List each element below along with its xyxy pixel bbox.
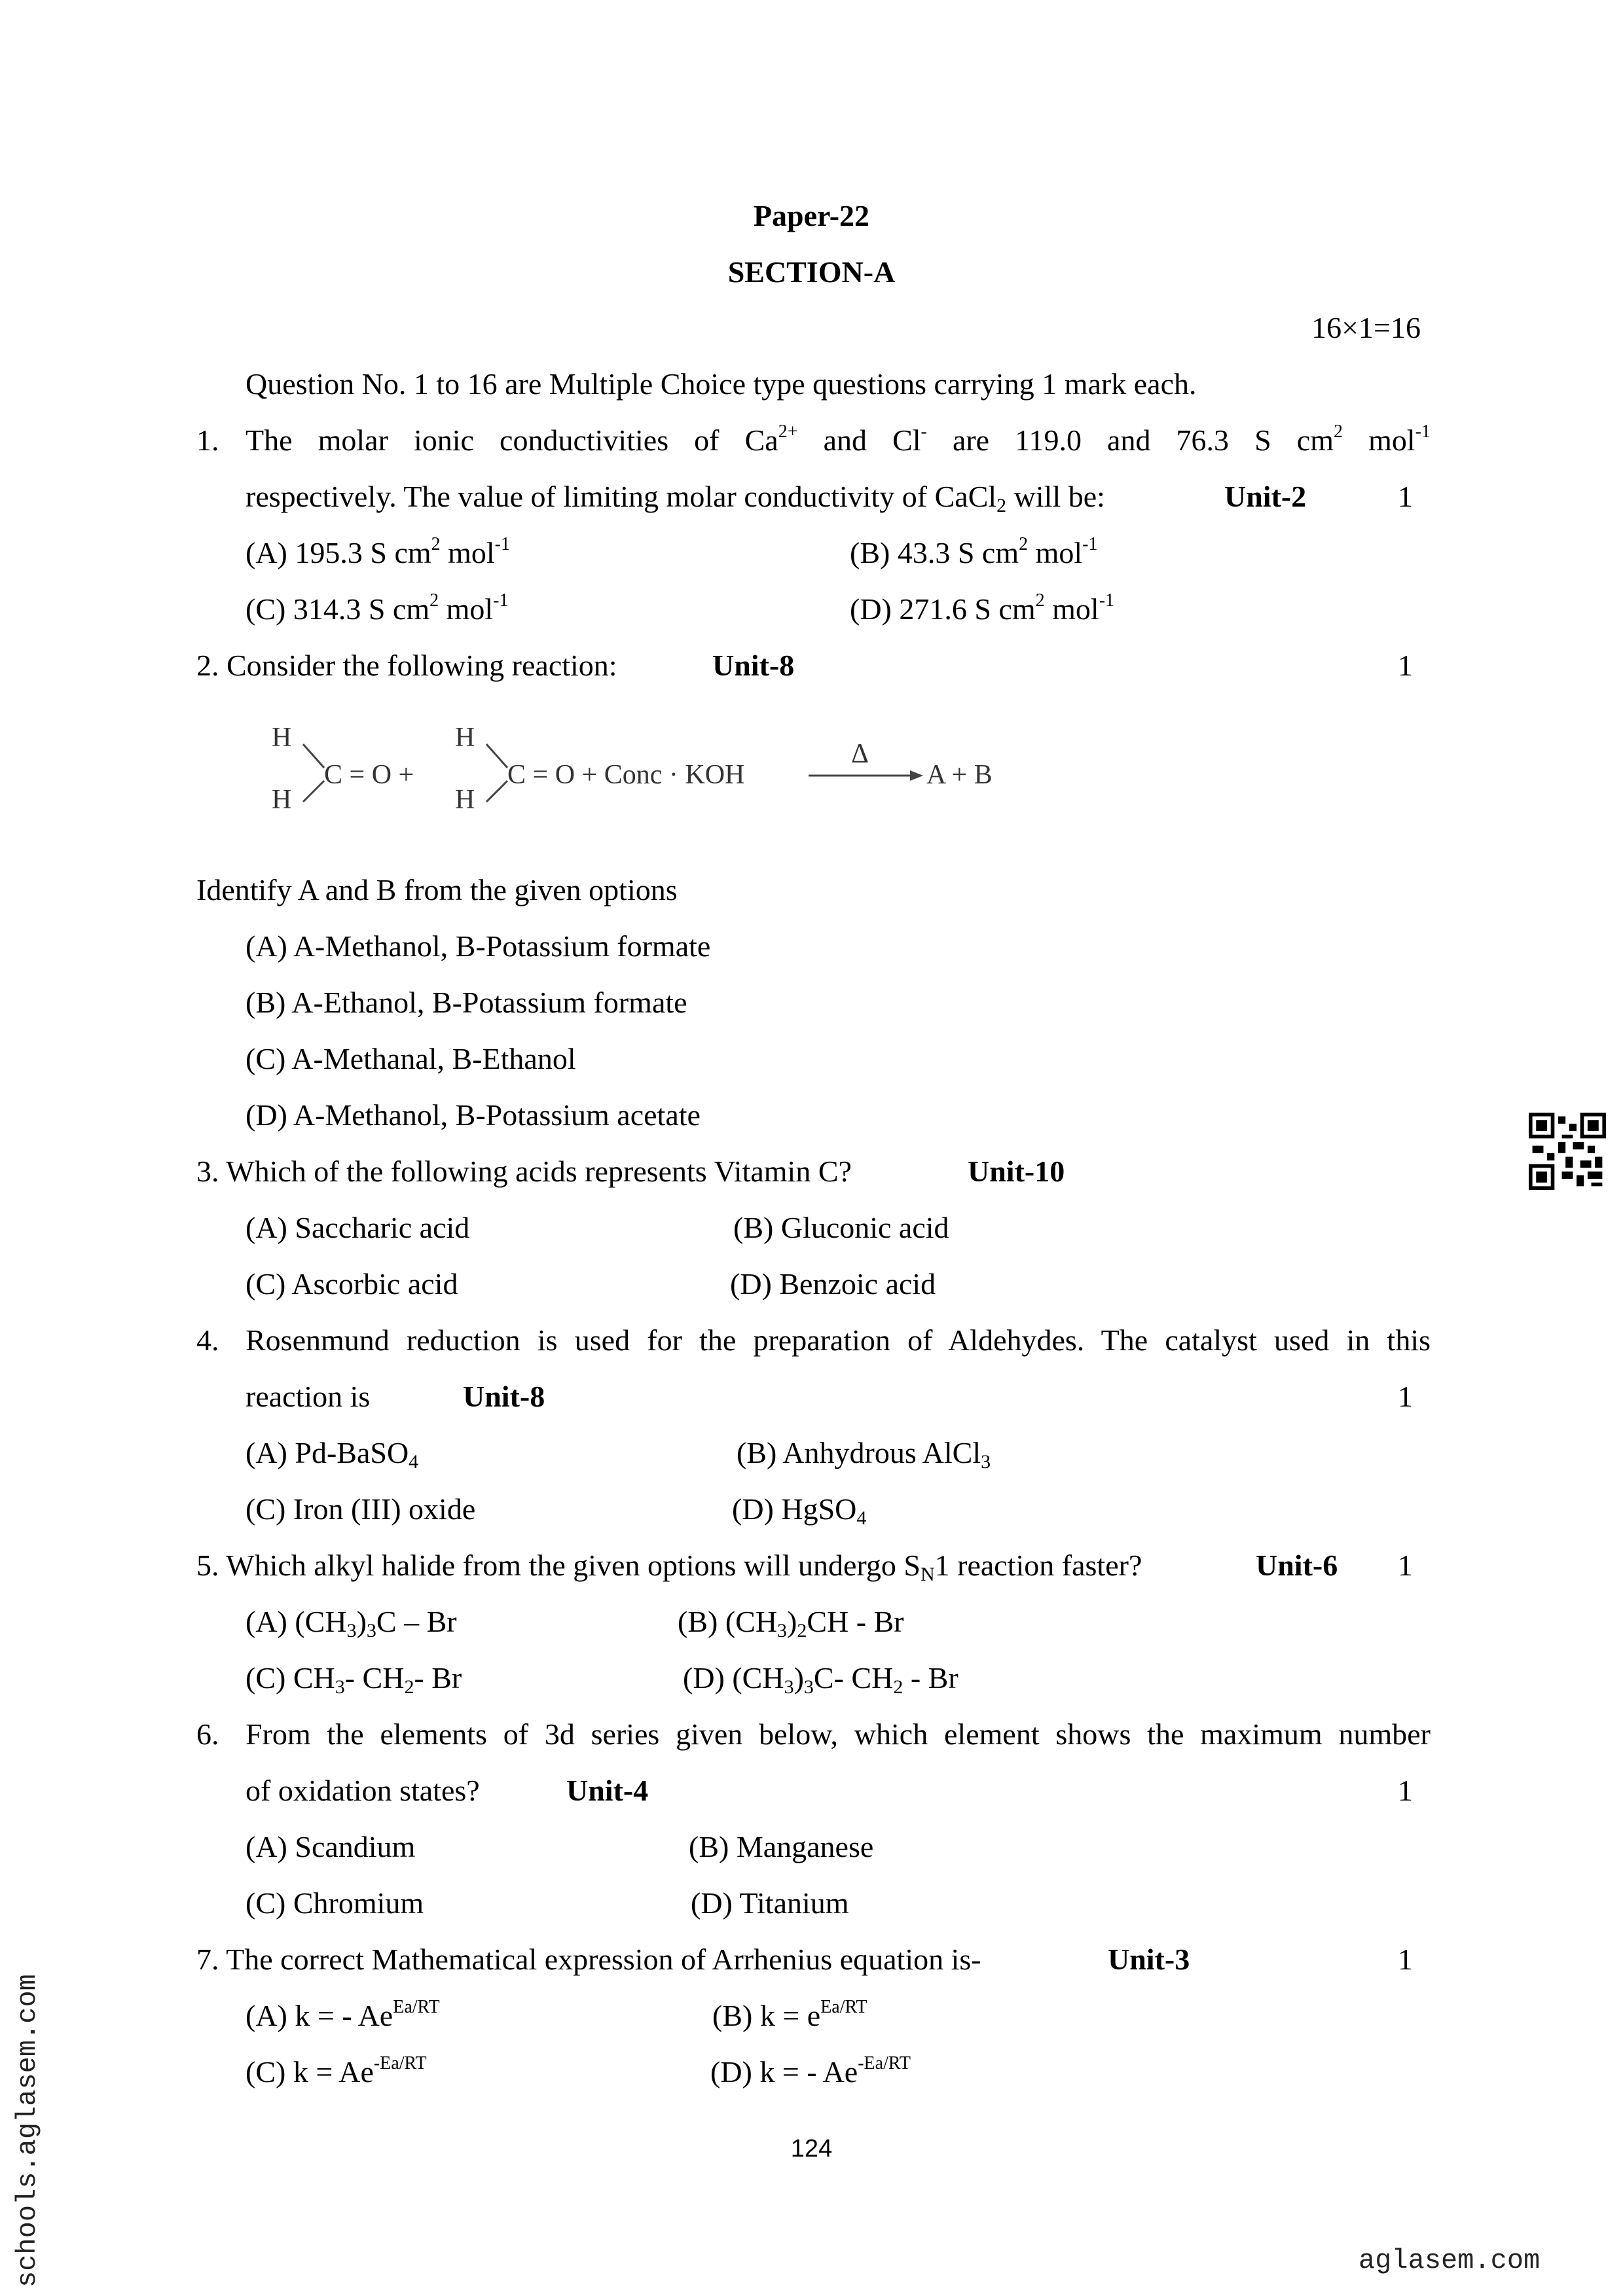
q4-option-a: (A) Pd-BaSO$_4$ — [246, 1436, 419, 1473]
reaction-bond-4 — [486, 781, 507, 802]
reaction-h-3: H — [455, 723, 475, 753]
q6-stem-line2: of oxidation states? — [246, 1774, 480, 1807]
paper-title: Paper-22 — [753, 199, 870, 232]
q3-option-c: (C) Ascorbic acid — [246, 1267, 458, 1300]
page-number: 124 — [790, 2135, 833, 2162]
reaction-h-1: H — [272, 723, 292, 753]
q5-option-a: (A) $(CH_3)_3C$ – Br — [246, 1605, 457, 1641]
q1-stem-line2: respectively. The value of limiting molar conductivity of CaCl$_2$ will be: — [246, 480, 1105, 516]
q7-option-d: (D) k = - $Ae^{-Ea/RT}$ — [710, 2053, 911, 2089]
q5-option-d: (D) $(CH_3)_3C-$ $CH_2$ - Br — [683, 1661, 958, 1698]
q2-option-a: (A) A-Methanol, B-Potassium formate — [246, 929, 711, 963]
qr-code-icon — [1529, 1113, 1606, 1190]
q1-unit: Unit-2 — [1224, 480, 1307, 513]
instruction-text: Question No. 1 to 16 are Multiple Choice type questions carrying 1 mark each. — [246, 367, 1197, 401]
q2-identify: Identify A and B from the given options — [196, 873, 678, 906]
q2-option-c: (C) A-Methanal, B-Ethanol — [246, 1042, 576, 1075]
q2-option-d: (D) A-Methanol, B-Potassium acetate — [246, 1098, 701, 1132]
q1-option-a: (A) 195.3 S $cm^2$ mol$^{-1}$ — [246, 534, 511, 569]
q6-option-a: (A) Scandium — [246, 1830, 416, 1863]
q5-option-c: (C) $CH_3-$ $CH_2-$ Br — [246, 1661, 462, 1698]
q1-stem-line1: The molar ionic conductivities of $Ca^{2+}$ and Cl- are 119.0 and 76.3 S $cm^2$ mol$^{-1}$ — [246, 422, 1431, 457]
q3-unit: Unit-10 — [968, 1155, 1065, 1188]
q3-option-a: (A) Saccharic acid — [246, 1211, 470, 1244]
reaction-bond-1 — [303, 744, 324, 768]
q3-option-d: (D) Benzoic acid — [730, 1267, 936, 1300]
q4-number: 4. — [196, 1323, 219, 1357]
reaction-bond-2 — [303, 781, 324, 802]
q7-unit: Unit-3 — [1108, 1943, 1190, 1976]
q5-mark: 1 — [1398, 1549, 1413, 1582]
q1-number: 1. — [196, 423, 219, 457]
q6-unit: Unit-4 — [566, 1774, 649, 1807]
q4-option-b: (B) Anhydrous AlCl$_3$ — [737, 1436, 991, 1473]
marks-scheme: 16×1=16 — [1311, 311, 1421, 344]
watermark-corner: aglasem.com — [1359, 2245, 1541, 2276]
q7-option-b: (B) $k = e^{Ea/RT}$ — [712, 1997, 867, 2032]
q2-mark: 1 — [1398, 649, 1413, 682]
q1-option-d: (D) 271.6 S $cm^2$ mol$^{-1}$ — [850, 590, 1115, 626]
q5-option-b: (B) $(CH_3)_2CH$ - Br — [678, 1605, 904, 1641]
q6-stem-line1: From the elements of 3d series given below, which element shows the maximum number — [246, 1717, 1431, 1751]
q4-stem-line2: reaction is — [246, 1380, 371, 1413]
reaction-products: A + B — [926, 760, 993, 790]
reaction-arrow-head — [910, 770, 923, 781]
q7-option-c: (C) $k = Ae^{-Ea/RT}$ — [246, 2053, 427, 2089]
q2-option-b: (B) A-Ethanol, B-Potassium formate — [246, 986, 687, 1019]
q1-option-b: (B) 43.3 S $cm^2$ mol$^{-1}$ — [850, 534, 1098, 569]
q2-reaction-diagram — [265, 717, 1025, 828]
q4-unit: Unit-8 — [463, 1380, 545, 1413]
q3-stem: 3. Which of the following acids represents Vitamin C? — [196, 1155, 852, 1188]
section-title: SECTION-A — [727, 255, 896, 289]
q5-unit: Unit-6 — [1256, 1549, 1338, 1582]
q4-option-d: (D) HgSO$_4$ — [732, 1492, 867, 1529]
q6-mark: 1 — [1398, 1774, 1413, 1807]
q4-stem-line1: Rosenmund reduction is used for the preparation of Aldehydes. The catalyst used in this — [246, 1323, 1431, 1357]
q4-mark: 1 — [1398, 1380, 1413, 1413]
reaction-bond-3 — [486, 744, 507, 768]
reaction-formaldehyde-1: C = O + — [324, 760, 414, 790]
reaction-delta: Δ — [851, 739, 869, 769]
q2-stem: 2. Consider the following reaction: — [196, 649, 617, 682]
q6-option-c: (C) Chromium — [246, 1886, 424, 1920]
q7-option-a: (A) k = - $Ae^{Ea/RT}$ — [246, 1997, 440, 2032]
q6-option-d: (D) Titanium — [691, 1886, 849, 1920]
q5-stem: 5. Which alkyl halide from the given options will undergo $S_N1$ reaction faster? — [196, 1549, 1142, 1585]
q6-option-b: (B) Manganese — [689, 1830, 874, 1863]
q4-option-c: (C) Iron (III) oxide — [246, 1492, 476, 1526]
reaction-h-2: H — [272, 785, 292, 815]
watermark-side: schools.aglasem.com — [12, 1974, 43, 2287]
q7-stem: 7. The correct Mathematical expression of Arrhenius equation is- — [196, 1943, 981, 1976]
q1-option-c: (C) 314.3 S $cm^2$ mol$^{-1}$ — [246, 590, 509, 626]
q2-unit: Unit-8 — [712, 649, 795, 682]
q1-mark: 1 — [1398, 480, 1413, 513]
reaction-h-4: H — [455, 785, 475, 815]
q7-mark: 1 — [1398, 1943, 1413, 1976]
q3-option-b: (B) Gluconic acid — [733, 1211, 949, 1244]
reaction-formaldehyde-2-koh: C = O + Conc · KOH — [507, 760, 745, 790]
q6-number: 6. — [196, 1717, 219, 1751]
